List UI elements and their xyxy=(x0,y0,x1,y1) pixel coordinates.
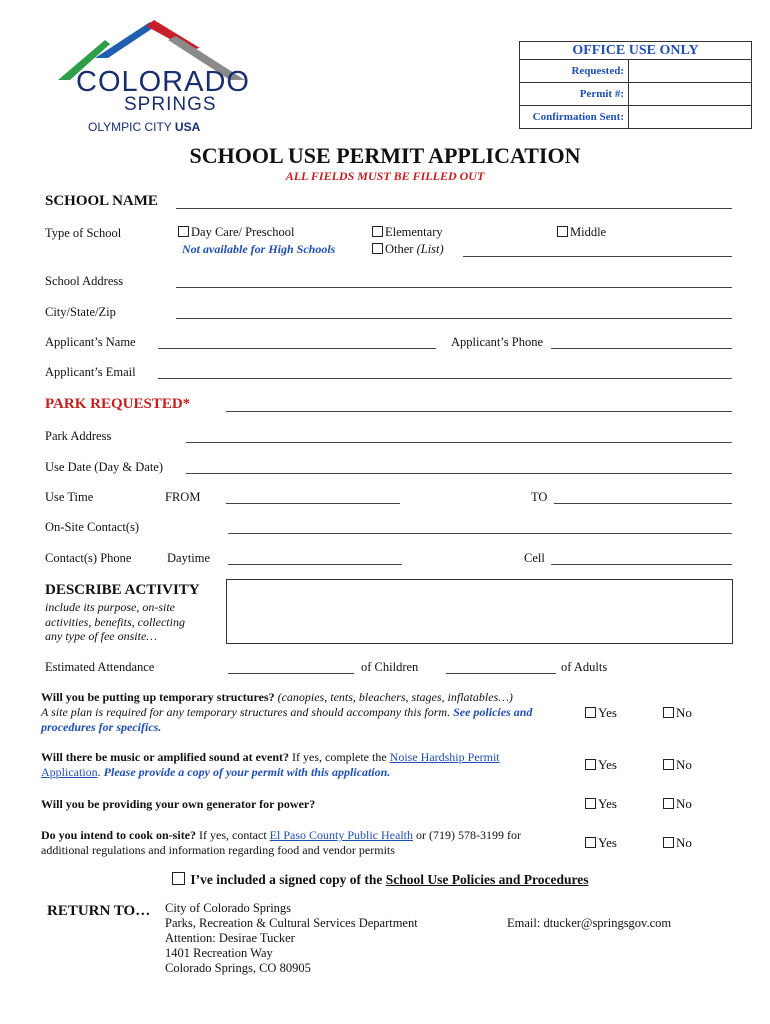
q2-bold: Will there be music or amplified sound at event? xyxy=(41,750,290,764)
q2-yes-label: Yes xyxy=(598,757,617,772)
to-field[interactable] xyxy=(554,503,732,504)
return-line4: 1401 Recreation Way xyxy=(165,946,273,960)
use-date-label: Use Date (Day & Date) xyxy=(45,460,164,474)
other-option[interactable] xyxy=(372,242,444,257)
use-date-field[interactable] xyxy=(186,473,732,474)
adults-count-field[interactable] xyxy=(446,673,556,674)
noise-permit-link[interactable]: Noise Hardship Permit xyxy=(389,750,500,764)
q3-yes-checkbox[interactable] xyxy=(585,798,596,809)
children-count-field[interactable] xyxy=(228,673,354,674)
to-label: TO xyxy=(531,490,548,504)
return-address xyxy=(165,901,418,976)
applicant-email-field[interactable] xyxy=(158,378,732,379)
from-label: FROM xyxy=(165,490,201,504)
q4-yes-checkbox[interactable] xyxy=(585,837,596,848)
return-email: Email: dtucker@springsgov.com xyxy=(507,916,672,930)
question-structures xyxy=(41,690,571,735)
logo-tagline xyxy=(88,120,200,134)
logo-line1: COLORADO xyxy=(76,66,250,98)
attendance-label: Estimated Attendance xyxy=(45,660,155,674)
public-health-link[interactable]: El Paso County Public Health xyxy=(269,828,413,842)
q1-bold: Will you be putting up temporary structures? xyxy=(41,690,275,704)
return-line2: Parks, Recreation & Cultural Services Department xyxy=(165,916,418,930)
onsite-contacts-label: On-Site Contact(s) xyxy=(45,520,140,534)
signed-copy-checkbox[interactable] xyxy=(172,872,185,885)
q1-yes-label: Yes xyxy=(598,705,617,720)
use-time-label: Use Time xyxy=(45,490,94,504)
q1-no-option[interactable] xyxy=(663,705,692,721)
q1-line3: procedures for specifics. xyxy=(41,720,162,734)
q3-yes-label: Yes xyxy=(598,796,617,811)
activity-desc-line3: any type of fee onsite… xyxy=(45,629,157,643)
q2-yes-checkbox[interactable] xyxy=(585,759,596,770)
q3-no-option[interactable] xyxy=(663,796,692,812)
school-name-label: SCHOOL NAME xyxy=(45,193,158,209)
q2-no-label: No xyxy=(676,757,692,772)
q4-plain: If yes, contact xyxy=(196,828,270,842)
q3-no-label: No xyxy=(676,796,692,811)
policies-procedures-link[interactable]: School Use Policies and Procedures xyxy=(385,872,589,887)
q3-no-checkbox[interactable] xyxy=(663,798,674,809)
noise-permit-link-2[interactable]: Application xyxy=(41,765,98,779)
q4-no-label: No xyxy=(676,835,692,850)
page-subtitle: ALL FIELDS MUST BE FILLED OUT xyxy=(285,169,485,183)
daytime-label: Daytime xyxy=(167,551,211,565)
q4-tail: or (719) 578-3199 for xyxy=(412,828,521,842)
onsite-contacts-field[interactable] xyxy=(228,533,732,534)
other-label: Other xyxy=(385,242,417,256)
park-requested-label: PARK REQUESTED* xyxy=(45,396,191,412)
office-requested-field xyxy=(629,60,752,83)
q2-no-checkbox[interactable] xyxy=(663,759,674,770)
park-requested-field[interactable] xyxy=(226,411,732,412)
q3-yes-option[interactable] xyxy=(585,796,617,812)
office-confirmation-label: Confirmation Sent: xyxy=(520,106,629,129)
applicant-email-label: Applicant’s Email xyxy=(45,365,136,379)
activity-desc-line1: include its purpose, on-site xyxy=(45,600,175,614)
children-label: of Children xyxy=(361,660,419,674)
applicant-name-label: Applicant’s Name xyxy=(45,335,136,349)
school-address-label: School Address xyxy=(45,274,124,288)
type-of-school-label: Type of School xyxy=(45,226,122,240)
middle-option[interactable] xyxy=(557,225,606,240)
signed-copy-option[interactable] xyxy=(172,872,589,888)
q2-yes-option[interactable] xyxy=(585,757,617,773)
signed-copy-text: I’ve included a signed copy of the xyxy=(190,872,386,887)
return-line3: Attention: Desirae Tucker xyxy=(165,931,295,945)
activity-description xyxy=(45,600,185,644)
q4-no-checkbox[interactable] xyxy=(663,837,674,848)
elementary-checkbox[interactable] xyxy=(372,226,383,237)
q2-no-option[interactable] xyxy=(663,757,692,773)
office-permit-label: Permit #: xyxy=(520,83,629,106)
q1-yes-checkbox[interactable] xyxy=(585,707,596,718)
page-title: SCHOOL USE PERMIT APPLICATION xyxy=(189,143,581,168)
school-name-field[interactable] xyxy=(176,208,732,209)
daycare-checkbox[interactable] xyxy=(178,226,189,237)
daytime-field[interactable] xyxy=(228,564,402,565)
other-list-label: (List) xyxy=(416,242,444,256)
elementary-option[interactable] xyxy=(372,225,443,240)
park-address-field[interactable] xyxy=(186,442,732,443)
logo-line2: SPRINGS xyxy=(124,94,217,115)
applicant-name-field[interactable] xyxy=(158,348,436,349)
other-field[interactable] xyxy=(463,256,732,257)
q4-line2: additional regulations and information regarding food and vendor permits xyxy=(41,843,395,857)
q4-no-option[interactable] xyxy=(663,835,692,851)
q1-no-checkbox[interactable] xyxy=(663,707,674,718)
daycare-label: Day Care/ Preschool xyxy=(191,225,295,239)
q4-yes-label: Yes xyxy=(598,835,617,850)
q1-yes-option[interactable] xyxy=(585,705,617,721)
from-field[interactable] xyxy=(226,503,400,504)
q1-policies-link[interactable]: See policies and xyxy=(453,705,533,719)
return-line1: City of Colorado Springs xyxy=(165,901,292,915)
return-line5: Colorado Springs, CO 80905 xyxy=(165,961,311,975)
not-available-note: Not available for High Schools xyxy=(182,242,336,256)
office-title: OFFICE USE ONLY xyxy=(520,42,752,60)
q2-tail-bold: Please provide a copy of your permit with this application. xyxy=(103,765,391,779)
elementary-label: Elementary xyxy=(385,225,443,239)
daycare-option[interactable] xyxy=(178,225,294,240)
park-address-label: Park Address xyxy=(45,429,112,443)
applicant-phone-field[interactable] xyxy=(551,348,732,349)
q1-ital: (canopies, tents, bleachers, stages, inflatables…) xyxy=(274,690,513,704)
activity-desc-line2: activities, benefits, collecting xyxy=(45,614,185,629)
office-use-table xyxy=(519,41,752,129)
q1-no-label: No xyxy=(676,705,692,720)
q1-line2: A site plan is required for any temporary structures and should accompany this form. xyxy=(41,705,454,719)
office-permit-field xyxy=(629,83,752,106)
q2-plain: If yes, complete the xyxy=(289,750,390,764)
other-checkbox[interactable] xyxy=(372,243,383,254)
city-state-zip-label: City/State/Zip xyxy=(45,305,116,319)
applicant-phone-label: Applicant’s Phone xyxy=(451,335,544,349)
q2-tail: . xyxy=(97,765,104,779)
middle-checkbox[interactable] xyxy=(557,226,568,237)
q4-yes-option[interactable] xyxy=(585,835,617,851)
office-requested-label: Requested: xyxy=(520,60,629,83)
cell-label: Cell xyxy=(524,551,545,565)
logo-tagline-a: OLYMPIC CITY xyxy=(88,120,175,134)
question-music xyxy=(41,750,581,780)
office-confirmation-field xyxy=(629,106,752,129)
middle-label: Middle xyxy=(570,225,607,239)
adults-label: of Adults xyxy=(561,660,608,674)
activity-textbox[interactable] xyxy=(226,579,733,644)
school-address-field[interactable] xyxy=(176,287,732,288)
logo-tagline-b: USA xyxy=(174,120,201,134)
question-generator: Will you be providing your own generator for power? xyxy=(41,797,316,811)
q4-bold: Do you intend to cook on-site? xyxy=(41,828,197,842)
cell-field[interactable] xyxy=(551,564,732,565)
contacts-phone-label: Contact(s) Phone xyxy=(45,551,132,565)
describe-activity-label: DESCRIBE ACTIVITY xyxy=(45,582,200,598)
logo xyxy=(50,18,250,136)
city-state-zip-field[interactable] xyxy=(176,318,732,319)
question-cook xyxy=(41,828,581,858)
return-to-label: RETURN TO… xyxy=(47,903,151,919)
